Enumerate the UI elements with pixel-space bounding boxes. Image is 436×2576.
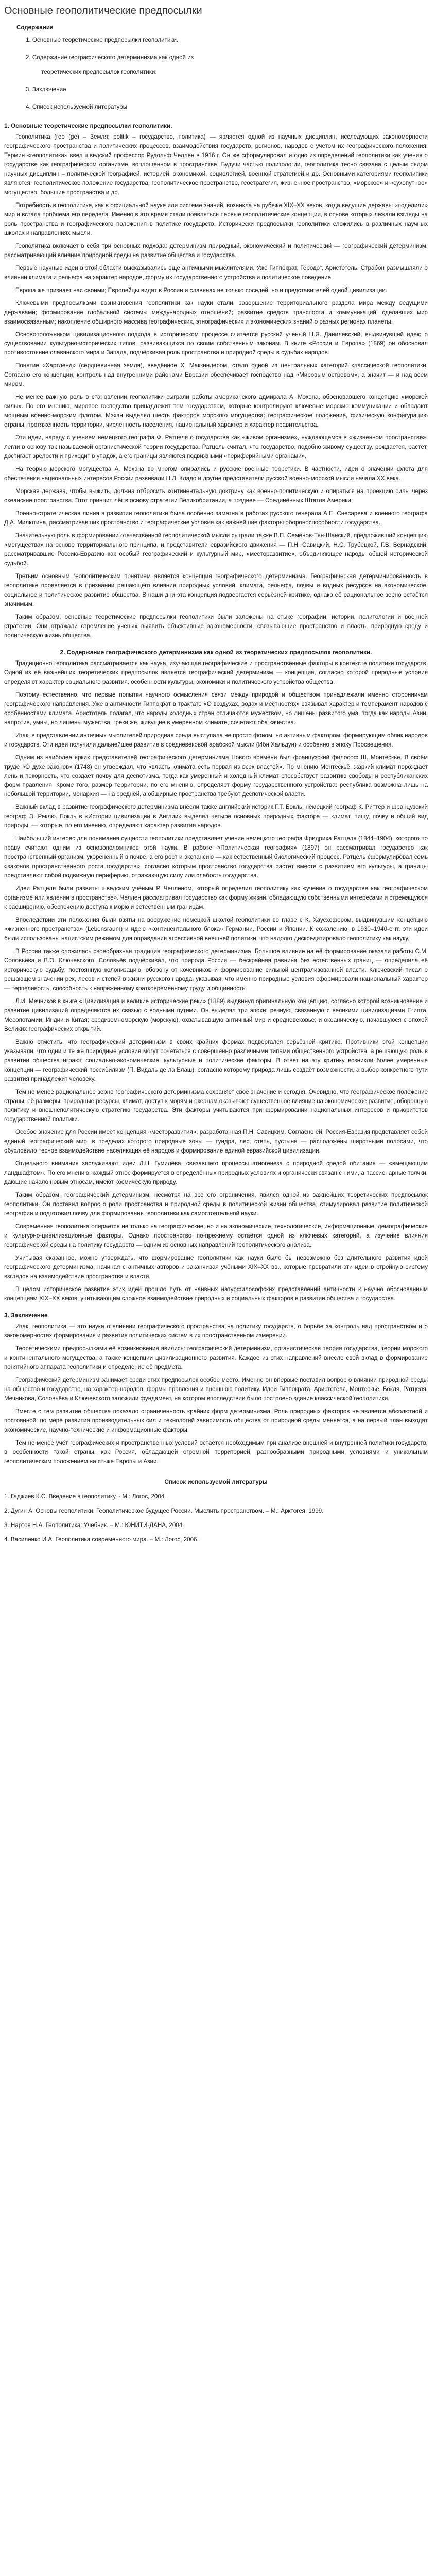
table-of-contents bbox=[4, 36, 428, 112]
paragraph: Особое значение для России имеет концепция «месторазвития», разработанная П.Н. Савицким. Согласно ей, Россия-Евразия представляет собой единый географический мир, в пределах которого природные зоны — тундра, лес, степь, пустыня — расположены широтными полосами, что обусловило тесное взаимодействие населяющих её народов и формирование единой евразийской цивилизации. bbox=[4, 1129, 428, 1155]
paragraph: Военно-стратегическая линия в развитии геополитики была особенно заметна в работах русского генерала А.Е. Снесарева и военного географа Д.А. Милютина, рассматривавших пространство и географические условия как важнейшие факторы обороноспособности государства. bbox=[4, 510, 428, 526]
toc-item-text: Содержание географического детерминизма как одной из bbox=[32, 54, 194, 61]
toc-item bbox=[25, 36, 428, 45]
toc-item-text: Список используемой литературы bbox=[32, 103, 128, 110]
paragraph: В целом историческое развитие этих идей прошло путь от наивных натурфилософских представлений античности к научно обоснованным концепциям XIX–XX веков, учитывающим сложное взаимодействие природных и социальных факторов в развитии общества и государства. bbox=[4, 1285, 428, 1302]
paragraph: Итак, в представлении античных мыслителей природная среда выступала не просто фоном, но активным фактором, формирующим облик народов и государств. Эти идеи получили дальнейшее развитие в средневековой арабской мысли (Ибн Хальдун) и особенно в эпоху Просвещения. bbox=[4, 732, 428, 748]
conclusion-body bbox=[4, 1322, 428, 1466]
paragraph: Традиционно геополитика рассматривается как наука, изучающая географические и пространственные факторы в контексте политики государств. Одной из её важнейших теоретических предпосылок является географический детерминизм — концепция, согласно которой природные условия определяют характер социального развития, особенности культуры, экономики и политического устройства общества. bbox=[4, 659, 428, 685]
toc-item-number: 1. bbox=[26, 36, 32, 43]
references-list bbox=[4, 1492, 428, 1545]
reference-item: 1. Гаджиев К.С. Введение в геополитику. - М.: Логос, 2004. bbox=[4, 1493, 166, 1500]
paragraph: Впоследствии эти положения были взяты на вооружение немецкой школой геополитики во главе с К. Хаусхофером, выдвинувшим концепцию «жизненного пространства» (Lebensraum) и идею «континентального блока» Германии, России и Японии. К сожалению, в 1930–1940-е гг. эти идеи были использованы нацистским режимом для оправдания агрессивной внешней политики, что надолго дискредитировало геополитику как науку. bbox=[4, 917, 428, 942]
section-2-heading: 2. Содержание географического детерминизма как одной из теоретических предпосылок геополитики. bbox=[60, 648, 372, 656]
paragraph: На теорию морского могущества А. Мэхэна во многом опирались и русские военные теоретики. В частности, идеи о значении флота для обеспечения национальных интересов России развивали Н.Л. Кладо и другие представители русской военно-морской мысли начала XX века. bbox=[4, 466, 428, 482]
paragraph: Значительную роль в формировании отечественной геополитической мысли сыграли также В.П. Семёнов-Тян-Шанский, предложивший концепцию «могущества» на основе территориального принципа, и представители евразийского движения — П.Н. Савицкий, Н.С. Трубецкой, Г.В. Вернадский, рассматривавшие Россию-Евразию как особый географический и культурный мир, «месторазвитие», объединяющее народы общей исторической судьбой. bbox=[4, 532, 428, 567]
paragraph: Потребность в геополитике, как в официальной науке или системе знаний, возникла на рубеже XIX–XX веков, когда ведущие державы «поделили» мир и встала проблема его передела. Именно в это время стали появляться первые геополитические концепции, в основе которых лежали взгляды на роль пространства и географического положения в политике государств. Исторически предпосылки геополитики сложились в различных научных школах и направлениях мысли. bbox=[4, 201, 428, 236]
reference-item: 2. Дугин А. Основы геополитики. Геополитическое будущее России. Мыслить пространством. – М.: Арктогея, 1999. bbox=[4, 1507, 324, 1514]
paragraph: Морская держава, чтобы выжить, должна отбросить континентальную доктрину как военно-политическую и опираться на проекцию силы через океанские пространства. Этот принцип лёг в основу стратегии Великобритании, а позднее — Соединённых Штатов Америки. bbox=[4, 488, 428, 504]
paragraph: Отдельного внимания заслуживают идеи Л.Н. Гумилёва, связавшего процессы этногенеза с природной средой обитания — «вмещающим ландшафтом». По его мнению, каждый этнос формируется в определённых природных условиях и органически связан с ними, а пассионарные толчки, дающие начало новым этносам, имеют космическую природу. bbox=[4, 1160, 428, 1186]
toc-item bbox=[25, 85, 428, 94]
paragraph: Идеи Ратцеля были развиты шведским учёным Р. Челленом, который определил геополитику как «учение о государстве как географическом организме или явлении в пространстве». Челлен рассматривал государство как форму жизни, обладающую собственными интересами и стремящуюся к расширению, обеспечению доступа к морю и естественным границам. bbox=[4, 885, 428, 911]
toc-item bbox=[25, 103, 428, 112]
paragraph: Вместе с тем развитие общества показало ограниченность крайних форм детерминизма. Роль природных факторов не является абсолютной и постоянной: по мере развития производительных сил и технологий зависимость общества от природной среды меняется, а на первый план выходят экономические, научно-технические и информационные факторы. bbox=[4, 1408, 428, 1433]
toc-item-text: Заключение bbox=[32, 86, 66, 93]
toc-item-number: 3. bbox=[26, 86, 32, 93]
section-2-body bbox=[4, 659, 428, 1303]
page-title: Основные геополитические предпосылки bbox=[4, 5, 202, 16]
paragraph: Ключевыми предпосылками возникновения геополитики как науки стали: завершение территориального раздела мира между ведущими державами; формирование глобальной системы международных отношений; развитие средств транспорта и коммуникаций, сделавших мир взаимосвязанным; накопление обширного массива географических, этнографических и экономических знаний о разных регионах планеты. bbox=[4, 299, 428, 325]
section-references bbox=[4, 1478, 428, 1545]
reference-item: 4. Василенко И.А. Геополитика современного мира. – М.: Логос, 2006. bbox=[4, 1536, 199, 1543]
paragraph: Понятие «Хартленд» (сердцевинная земля), введённое Х. Маккиндером, стало одной из центральных категорий классической геополитики. Согласно его концепции, контроль над внутренними районами Евразии обеспечивает господство над «Мировым островом», а значит — и над всем миром. bbox=[4, 362, 428, 388]
paragraph: Современная геополитика опирается не только на географические, но и на экономические, технологические, информационные, демографические и культурно-цивилизационные факторы. Однако пространство по-прежнему остаётся одной из ключевых категорий, а изучение влияния географической среды на политику государств — одним из основных направлений геополитического анализа. bbox=[4, 1223, 428, 1249]
paragraph: Таким образом, географический детерминизм, несмотря на все его ограничения, явился одной из важнейших теоретических предпосылок геополитики. Он поставил вопрос о роли пространства и природной среды в политической жизни общества, стимулировал развитие политической географии и подготовил почву для формирования геополитики как самостоятельной науки. bbox=[4, 1192, 428, 1217]
paragraph: Поэтому естественно, что первые попытки научного осмысления связи между природой и обществом принадлежали именно сторонникам географического направления. Уже в античности Гиппократ в трактате «О воздухах, водах и местностях» связывал характер и темперамент народов с особенностями климата. Аристотель полагал, что народы холодных стран отличаются мужеством, но лишены развитого ума, тогда как народы Азии, напротив, умны, но лишены мужества; греки же, живущие в умеренном климате, сочетают оба качества. bbox=[4, 691, 428, 726]
paragraph: Тем не менее учёт географических и пространственных условий остаётся необходимым при анализе внешней и внутренней политики государств, в особенности такой страны, как Россия, обладающей огромной территорией, разнообразными природными условиями и уникальным геополитическим положением на стыке Европы и Азии. bbox=[4, 1439, 428, 1465]
paragraph: Не менее важную роль в становлении геополитики сыграли работы американского адмирала А. Мэхэна, обосновавшего концепцию «морской силы». По его мнению, мировое господство принадлежит тем государствам, которые контролируют ключевые морские коммуникации и обладают мощным военно-морским флотом. Мэхэн выделял шесть факторов морского могущества: географическое положение, физическую конфигурацию страны, протяжённость территории, численность населения, национальный характер и характер правительства. bbox=[4, 394, 428, 429]
paragraph: В России также сложилась своеобразная традиция географического детерминизма. Большое влияние на её формирование оказали работы С.М. Соловьёва и В.О. Ключевского. Соловьёв подчёркивал, что природа России — бескрайняя равнина без естественных границ — определила её историческую судьбу: постоянную колонизацию, оборону от кочевников и формирование сильной централизованной власти. Ключевский писал о решающем значении рек, лесов и степей в жизни русского народа, указывая, что именно природные условия сформировали национальный характер — терпеливость, способность к напряжённому кратковременному труду и общинность. bbox=[4, 947, 428, 992]
section-1-heading: 1. Основные теоретические предпосылки геополитики. bbox=[4, 122, 172, 129]
toc-item bbox=[25, 53, 428, 77]
references-heading: Список используемой литературы bbox=[164, 1478, 268, 1485]
paragraph: Важно отметить, что географический детерминизм в своих крайних формах подвергался серьёзной критике. Противники этой концепции указывали, что одни и те же природные условия могут сочетаться с совершенно различными типами общественного устройства, а решающую роль в развитии общества играют социально-экономические, культурные и политические факторы. В ответ на эту критику возникли более умеренные концепции — географический поссибилизм (П. Видаль де ла Блаш), согласно которому природа лишь создаёт возможности, а выбор конкретного пути развития принадлежит человеку. bbox=[4, 1038, 428, 1082]
section-conclusion bbox=[4, 1311, 428, 1466]
section-theoretical-premises bbox=[4, 121, 428, 640]
paragraph: Геополитика включает в себя три основных подхода: детерминизм природный, экономический и политический — географический детерминизм, рассматривающий влияние природной среды на развитие общества и государства. bbox=[4, 242, 428, 259]
paragraph: Первые научные идеи в этой области высказывались ещё античными мыслителями. Уже Гиппократ, Геродот, Аристотель, Страбон размышляли о влиянии климата и рельефа на характер народов, форму их государственного устройства и политическое поведение. bbox=[4, 264, 428, 281]
paragraph: Важный вклад в развитие географического детерминизма внесли также английский историк Г.Т. Бокль, немецкий географ К. Риттер и французский географ Э. Реклю. Бокль в «Истории цивилизации в Англии» выделял четыре основных природных фактора — климат, пищу, почву и общий вид природы, — которые, по его мнению, определяют характер развития народов. bbox=[4, 804, 428, 829]
paragraph: Теоретическими предпосылками её возникновения явились: географический детерминизм, органистическая теория государства, теории морского и континентального могущества, а также концепции цивилизационного развития. Каждое из этих направлений внесло свой вклад в формирование понятийного аппарата геополитики и определение её предмета. bbox=[4, 1345, 428, 1371]
toc-item-subtext: теоретических предпосылок геополитики. bbox=[41, 68, 157, 75]
paragraph: Итак, геополитика — это наука о влиянии географического пространства на политику государств, о борьбе за контроль над пространством и о закономерностях формирования и развития политических систем в их пространственном измерении. bbox=[4, 1323, 428, 1340]
section-geographic-determinism bbox=[4, 648, 428, 1303]
reference-item: 3. Нартов Н.А. Геополитика: Учебник. – М.: ЮНИТИ-ДАНА, 2004. bbox=[4, 1521, 184, 1529]
conclusion-heading: 3. Заключение bbox=[4, 1311, 48, 1319]
paragraph: Л.И. Мечников в книге «Цивилизация и великие исторические реки» (1889) выдвинул оригинальную концепцию, согласно которой возникновение и развитие цивилизаций определяются их связью с водными путями. Он выделял три эпохи: речную, связанную с великими цивилизациями Египта, Месопотамии, Индии и Китая; средиземноморскую (морскую), охватывавшую античный мир и средневековье; и океаническую, начавшуюся с эпохой Великих географических открытий. bbox=[4, 997, 428, 1032]
paragraph: Основоположником цивилизационного подхода в историческом процессе считается русский ученый Н.Я. Данилевский, выдвинувший идею о существовании культурно-исторических типов, развивающихся по своим собственным законам. В книге «Россия и Европа» (1869) он обосновал противостояние славянского мира и Запада, подчёркивая роль пространства и природной среды в судьбах народов. bbox=[4, 331, 428, 357]
paragraph: Геополитика (гео (ge) – Земля; politik – государство, политика) — является одной из научных дисциплин, исследующих закономерности географического пространства и политических процессов, взаимодействия государств, регионов, народов с учетом их географического положения. Термин «геополитика» ввел шведский профессор Рудольф Челлен в 1916 г. Он же сформулировал и одно из определений геополитики как учения о государстве как географическом организме, воплощенном в пространстве. Будучи частью политологии, геополитика тесно связана с целым рядом научных дисциплин – политической географией, историей, экономикой, социологией, военной стратегией и др. Основными категориями геополитики являются: геополитическое положение государства, геополитическое пространство, геостратегия, жизненное пространство, «морское» и «сухопутное» могущество, большие пространства и др. bbox=[4, 133, 428, 196]
paragraph: Третьим основным геополитическим понятием является концепция географического детерминизма. Географическая детерминированность в геополитике проявляется в признании решающего влияния природных условий, климата, рельефа, почвы и водных ресурсов на экономическое, социальное и политическое развитие общества. В наши дни эта концепция подвергается серьёзной критике, однако её рациональное зерно остаётся значимым. bbox=[4, 572, 428, 607]
paragraph: Одним из наиболее ярких представителей географического детерминизма Нового времени был французский философ Ш. Монтескьё. В своём труде «О духе законов» (1748) он утверждал, что «власть климата есть первая из всех властей». По мнению Монтескьё, жаркий климат порождает лень и покорность, что создаёт почву для деспотизма, тогда как умеренный и холодный климат способствует развитию свободы и республиканских форм правления. Кроме того, размер территории, по его мнению, определяет форму государственного устройства: республика возможна лишь на небольшой территории, монархия — на средней, а обширные пространства требуют деспотической власти. bbox=[4, 754, 428, 798]
section-1-body bbox=[4, 132, 428, 640]
paragraph: Таким образом, основные теоретические предпосылки геополитики были заложены на стыке географии, истории, политологии и военной стратегии. Они отражали стремление учёных выявить объективные закономерности, связывающие пространство и власть, природную среду и политическую жизнь общества. bbox=[4, 613, 428, 639]
paragraph: Наибольший интерес для понимания сущности геополитики представляет учение немецкого географа Фридриха Ратцеля (1844–1904), которого по праву считают одним из основоположников этой науки. В работе «Политическая география» (1897) он рассматривал государство как пространственный организм, укоренённый в почве, а его рост и экспансию — как естественный биологический процесс. Ратцель сформулировал семь «законов пространственного роста государств», согласно которым пространство государства растёт вместе с развитием его культуры, а границы представляют собой подвижную периферию, отражающую силу или слабость государства. bbox=[4, 835, 428, 879]
paragraph: Географический детерминизм занимает среди этих предпосылок особое место. Именно он впервые поставил вопрос о влиянии природной среды на общество и государство, на характер народов, формы правления и внешнюю политику. Идеи Гиппократа, Аристотеля, Монтескьё, Бокля, Ратцеля, Мечникова, Соловьёва и Ключевского заложили фундамент, на котором впоследствии было построено здание классической геополитики. bbox=[4, 1377, 428, 1402]
toc-item-number: 2. bbox=[26, 54, 32, 61]
paragraph: Учитывая сказанное, можно утверждать, что формирование геополитики как науки было бы невозможно без длительного развития идей географического детерминизма, начиная с античных авторов и заканчивая учёными XIX–XX вв., которые превратили эти идеи в стройную систему взглядов на взаимодействие пространства и власти. bbox=[4, 1255, 428, 1280]
toc-item-number: 4. bbox=[26, 103, 32, 110]
paragraph: Эти идеи, наряду с учением немецкого географа Ф. Ратцеля о государстве как «живом организме», нуждающемся в «жизненном пространстве», легли в основу так называемой органистической теории государства. Ратцель считал, что государство, подобно живому существу, рождается, растёт, достигает зрелости и приходит в упадок, а его границы являются подвижными «периферийными органами». bbox=[4, 434, 428, 460]
toc-heading: Содержание bbox=[16, 24, 54, 31]
toc-item-text: Основные теоретические предпосылки геополитики. bbox=[32, 36, 179, 43]
paragraph: Тем не менее рациональное зерно географического детерминизма сохраняет своё значение и сегодня. Очевидно, что географическое положение страны, её размеры, природные ресурсы, климат, доступ к морям и океанам оказывают существенное влияние на экономическое развитие, оборонную политику и внешнеполитическую стратегию государства. Эти факторы учитываются при формировании национальных интересов и приоритетов государственной политики. bbox=[4, 1088, 428, 1123]
paragraph: Европа же признает нас своими; Европейцы видят в России и славянах не только соседей, но и представителей одной цивилизации. bbox=[15, 286, 388, 294]
